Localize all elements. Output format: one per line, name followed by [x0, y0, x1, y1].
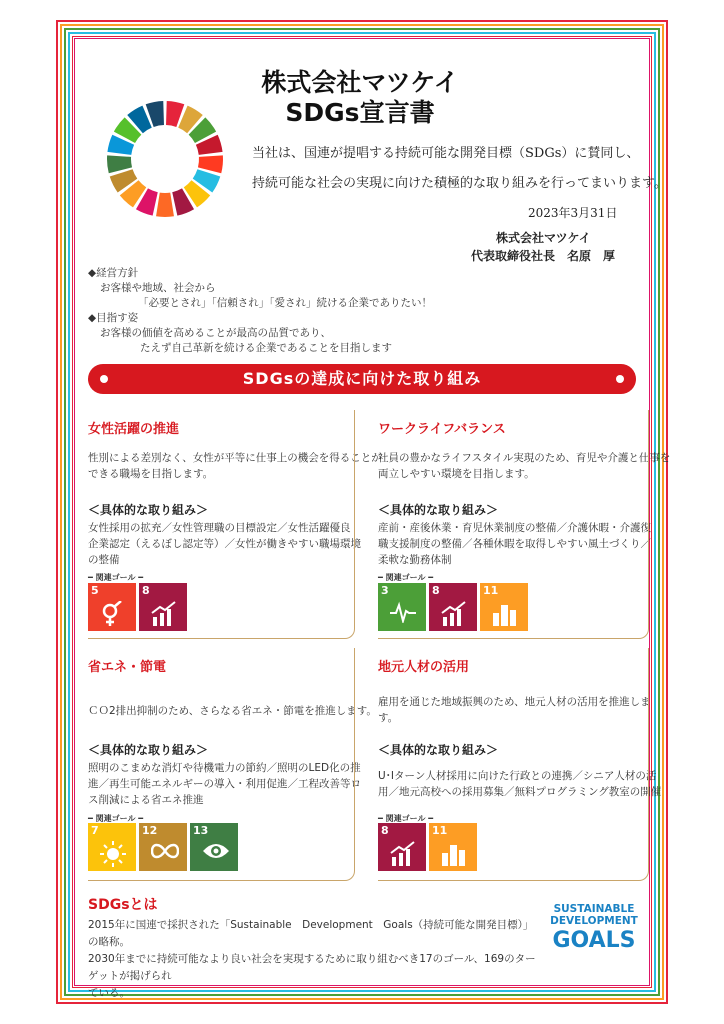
goal-8-icon: 8	[378, 823, 426, 871]
section-body-3: ス削減による省エネ推進	[88, 794, 204, 806]
section-body-1: 女性採用の拡充／女性管理職の目標設定／女性活躍優良	[88, 522, 351, 534]
section-title: ワークライフバランス	[378, 422, 506, 437]
goal-11-icon: 11	[429, 823, 477, 871]
banner-label: SDGsの達成に向けた取り組み	[242, 369, 482, 388]
wheel-segment	[198, 155, 223, 173]
intro-line-1: 当社は、国連が提唱する持続可能な開発目標（SDGs）に賛同し、	[252, 146, 640, 161]
sdgs-logo	[548, 903, 640, 927]
sdgs-body-line-3: ている。	[88, 987, 130, 999]
logo-line-1: SUSTAINABLE	[553, 903, 635, 915]
section-body-2: 進／再生可能エネルギーの導入・利用促進／工程改善等ロ	[88, 778, 361, 790]
policy-line-2: 「必要とされ」「信頼され」「愛され」続ける企業でありたい！	[138, 297, 432, 309]
section-desc-2: す。	[378, 712, 399, 724]
declaration-title: SDGs宣言書	[285, 98, 435, 127]
section-desc-2: できる職場を目指します。	[88, 468, 214, 480]
goal-13-icon: 13	[190, 823, 238, 871]
section-corner-line	[378, 648, 649, 881]
sdg-wheel-icon	[106, 100, 224, 218]
company-title: 株式会社マツケイ	[261, 68, 459, 97]
signer-name: 代表取締役社長 名原 厚	[471, 249, 616, 263]
related-goals-label: ━ 関連ゴール ━	[88, 573, 144, 582]
section-body-1: U･Iターン人材採用に向けた行政との連携／シニア人材の活	[378, 770, 657, 782]
goal-8-icon: 8	[139, 583, 187, 631]
related-goals-label: ━ 関連ゴール ━	[88, 814, 144, 823]
section-subheading: ＜具体的な取り組み＞	[88, 503, 209, 517]
section-body-3: の整備	[88, 554, 120, 566]
policy-heading-vision: ◆目指す姿	[88, 312, 139, 324]
goal-7-icon: 7	[88, 823, 136, 871]
policy-heading-management: ◆経営方針	[88, 267, 139, 279]
section-body-1: 照明のこまめな消灯や待機電力の節約／照明のLED化の推	[88, 762, 361, 774]
section-title: 女性活躍の推進	[88, 422, 180, 437]
logo-line-2: DEVELOPMENT	[550, 915, 638, 927]
declaration-date: 2023年3月31日	[528, 206, 618, 220]
banner-dot-left	[100, 375, 108, 383]
section-corner-line	[378, 410, 649, 639]
section-desc-1: ＣＯ2排出抑制のため、さらなる省エネ・節電を推進します。	[88, 705, 377, 717]
section-corner-line	[88, 410, 355, 639]
section-body-2: 企業認定（えるぼし認定等）／女性が働きやすい職場環境	[88, 538, 361, 550]
sdgs-body-line-2: 2030年までに持続可能なより良い社会を実現するために取り組むべき17のゴール、169のターゲットが掲げられ	[88, 953, 536, 982]
sdgs-definition-title: SDGsとは	[88, 897, 158, 913]
sdgs-initiatives-banner	[88, 364, 636, 394]
logo-goals-text: GOALS	[552, 928, 636, 953]
goal-11-icon: 11	[480, 583, 528, 631]
section-desc-2: 両立しやすい環境を目指します。	[378, 468, 535, 480]
policy-line-3: お客様の価値を高めることが最高の品質であり、	[100, 327, 331, 339]
section-subheading: ＜具体的な取り組み＞	[378, 503, 499, 517]
intro-line-2: 持続可能な社会の実現に向けた積極的な取り組みを行ってまいります。	[252, 176, 667, 191]
related-goals-label: ━ 関連ゴール ━	[378, 573, 434, 582]
section-body-1: 産前・産後休業・育児休業制度の整備／介護休暇・介護復	[378, 522, 651, 534]
section-body-2: 用／地元高校への採用募集／無料プログラミング教室の開催	[378, 786, 662, 798]
goal-5-icon: 5	[88, 583, 136, 631]
section-desc-1: 雇用を通じた地域振興のため、地元人材の活用を推進しま	[378, 696, 651, 708]
signer-company: 株式会社マツケイ	[496, 231, 591, 245]
section-title: 地元人材の活用	[378, 660, 470, 675]
section-subheading: ＜具体的な取り組み＞	[88, 743, 209, 757]
policy-line-4: たえず自己革新を続ける企業であることを目指します	[140, 342, 392, 354]
section-subheading: ＜具体的な取り組み＞	[378, 743, 499, 757]
section-corner-line	[88, 648, 355, 881]
wheel-segment	[107, 155, 132, 173]
goal-8-icon: 8	[429, 583, 477, 631]
banner-dot-right	[616, 375, 624, 383]
section-body-3: 柔軟な勤務体制	[378, 554, 452, 566]
related-goals-label: ━ 関連ゴール ━	[378, 814, 434, 823]
sdgs-body-line-1: 2015年に国連で採択された「Sustainable Development Goals（持続可能な開発目標）」の略称。	[88, 919, 534, 948]
policy-line-1: お客様や地域、社会から	[100, 282, 216, 294]
wheel-segment	[156, 193, 174, 217]
section-desc-1: 社員の豊かなライフスタイル実現のため、育児や介護と仕事を	[378, 452, 671, 464]
sdgs-definition-body	[88, 917, 543, 1002]
section-title: 省エネ・節電	[88, 660, 167, 675]
section-desc-1: 性別による差別なく、女性が平等に仕事上の機会を得ることが	[88, 452, 382, 464]
goal-12-icon: 12	[139, 823, 187, 871]
goal-3-icon: 3	[378, 583, 426, 631]
section-body-2: 職支援制度の整備／各種休暇を取得しやすい風土づくり／	[378, 538, 651, 550]
